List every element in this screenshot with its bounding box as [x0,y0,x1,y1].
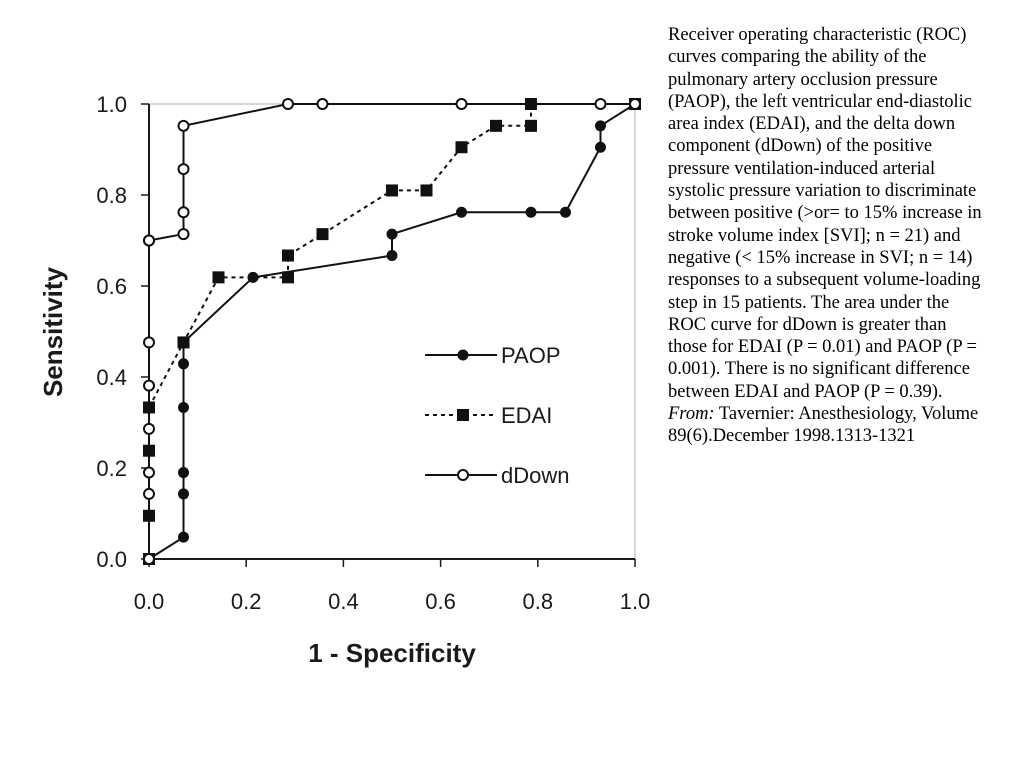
ddown-point [144,554,154,564]
paop-point [595,142,605,152]
paop-point [179,489,189,499]
paop-point [387,251,397,261]
x-tick-label: 0.6 [425,589,456,614]
caption-source-label: From: [668,404,715,425]
legend-marker [458,350,468,360]
y-axis-title: Sensitivity [38,266,68,398]
legend-label: PAOP [501,343,561,368]
legend [425,343,569,488]
edai-point [178,337,189,348]
y-tick-label: 1.0 [96,92,127,117]
paop-point [179,402,189,412]
edai-point [282,250,293,261]
legend-item-paop [425,343,561,368]
ddown-point [595,99,605,109]
y-tick-label: 0.6 [96,274,127,299]
ddown-point [456,99,466,109]
paop-point [179,532,189,542]
x-ticks [134,559,651,614]
legend-marker [458,470,468,480]
y-tick-label: 0.4 [96,365,127,390]
ddown-point [144,381,154,391]
ddown-point [318,99,328,109]
edai-point [387,185,398,196]
ddown-point [144,424,154,434]
paop-point [179,468,189,478]
series-paop [144,99,640,564]
legend-label: dDown [501,463,570,488]
ddown-point [179,229,189,239]
x-tick-label: 0.8 [522,589,554,614]
y-tick-label: 0.8 [96,183,127,208]
ddown-point [283,99,293,109]
y-tick-label: 0.2 [96,456,127,481]
legend-item-ddown [425,463,569,488]
edai-line [149,104,635,559]
x-tick-label: 0.0 [133,589,165,614]
legend-marker [458,410,469,421]
x-tick-label: 0.2 [230,589,262,614]
plot-frame [149,104,635,559]
caption-text: Receiver operating characteristic (ROC) curves comparing the ability of the pulmonary artery occlusion pressure (PAOP), the left ventricular end-diastolic area index (EDAI), and the delta down component (dDown) of the positive pressure ventilation-induced arterial systolic pressure variation to discriminate between positive (>or= to 15% increase in stroke volume index [SVI]; n = 21) and negative (< 15% increase in SVI; n = 14) responses to a subsequent volume-loading step in 15 patients. The area under the ROC curve for dDown is greater than those for EDAI (P = 0.01) and PAOP (P = 0.001). There is no significant difference between EDAI and PAOP (P = 0.39). [668,25,982,402]
ddown-line [149,104,635,559]
ddown-point [630,99,640,109]
caption-source: Tavernier: Anesthesiology, Volume 89(6).December 1998.1313-1321 [668,404,979,447]
x-axis-title: 1 - Specificity [308,638,476,668]
ddown-point [144,468,154,478]
y-tick-label: 0.0 [96,547,127,572]
edai-point [456,142,467,153]
edai-point [282,272,293,283]
edai-point [491,120,502,131]
ddown-point [144,337,154,347]
ddown-point [144,489,154,499]
y-ticks [96,92,149,572]
legend-label: EDAI [501,403,553,428]
series-ddown [144,99,640,564]
legend-item-edai [425,403,552,428]
edai-point [317,229,328,240]
ddown-point [179,164,189,174]
paop-point [387,229,397,239]
paop-point [179,359,189,369]
ddown-point [144,236,154,246]
paop-point [561,207,571,217]
figure-caption [668,24,988,448]
paop-line [149,104,635,559]
x-tick-label: 1.0 [619,589,651,614]
series-layer [144,99,641,565]
paop-point [456,207,466,217]
ddown-point [179,207,189,217]
edai-point [421,185,432,196]
ddown-point [179,121,189,131]
x-tick-label: 0.4 [328,589,359,614]
paop-point [526,207,536,217]
paop-point [595,121,605,131]
series-edai [144,99,641,565]
edai-point [525,120,536,131]
edai-point [213,272,224,283]
